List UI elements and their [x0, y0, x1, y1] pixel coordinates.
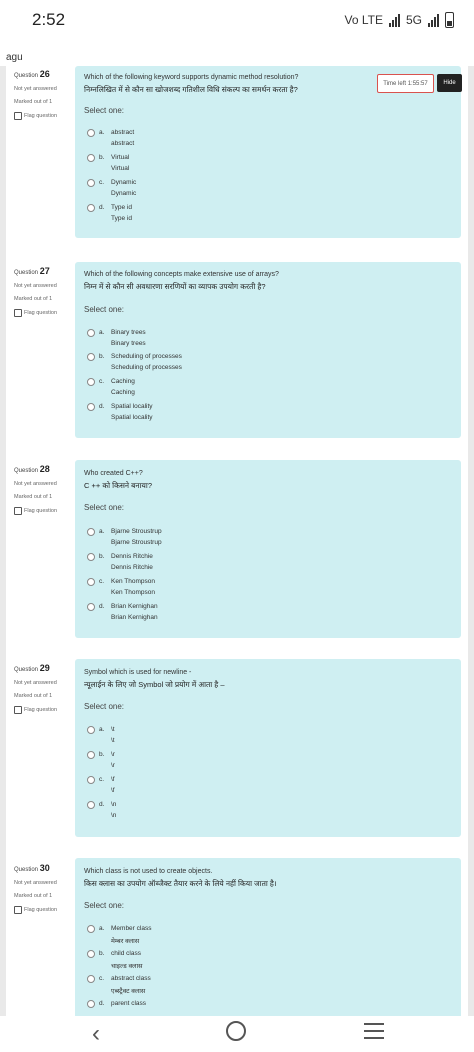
- question-status: Not yet answered: [14, 283, 57, 289]
- time-left-indicator: Time left 1:55:57: [377, 74, 434, 93]
- select-one-label: Select one:: [84, 305, 125, 314]
- radio-button[interactable]: [87, 329, 95, 337]
- question-info-27: [14, 266, 76, 324]
- question-text-hi: निम्नलिखित में से कौन सा खोजशब्द गतिशील विधि संकल्प का समर्थन करता है?: [84, 85, 298, 94]
- question-marks: Marked out of 1: [14, 99, 53, 105]
- flag-question-link[interactable]: Flag question: [14, 906, 76, 914]
- radio-button[interactable]: [87, 204, 95, 212]
- flag-icon: [14, 507, 22, 515]
- question-marks: Marked out of 1: [14, 296, 53, 302]
- radio-button[interactable]: [87, 925, 95, 933]
- question-text-hi: C ++ को किसने बनाया?: [84, 481, 152, 490]
- question-marks: Marked out of 1: [14, 893, 53, 899]
- system-navigation-bar: [0, 1016, 474, 1052]
- question-card-30: Which class is not used to create objects. किस क्लास का उपयोग ऑब्जैक्ट तैयार करने के लिये नहीं किया जाता है। Select one: a. Member class मेम्बर क्लास b. child class चाइल्ड क्लास c. abstract class एब्स्ट्रैक्ट क्लास d. parent class: [75, 858, 461, 1016]
- question-info-29: [14, 663, 76, 721]
- radio-button[interactable]: [87, 1000, 95, 1008]
- radio-button[interactable]: [87, 528, 95, 536]
- question-text-en: Which class is not used to create objects.: [84, 868, 213, 875]
- radio-button[interactable]: [87, 751, 95, 759]
- browser-address-fragment: [0, 50, 474, 66]
- question-info-28: [14, 464, 76, 522]
- radio-button[interactable]: [87, 603, 95, 611]
- radio-button[interactable]: [87, 578, 95, 586]
- question-info-26: [14, 69, 76, 127]
- radio-button[interactable]: [87, 403, 95, 411]
- clock: 2:52: [32, 10, 66, 29]
- question-text-hi: किस क्लास का उपयोग ऑब्जैक्ट तैयार करने के लिये नहीं किया जाता है।: [84, 879, 277, 888]
- flag-icon: [14, 906, 22, 914]
- network-type: 5G: [405, 13, 422, 27]
- url-text: agu: [6, 52, 23, 63]
- flag-question-link[interactable]: Flag question: [14, 309, 76, 317]
- flag-question-link[interactable]: Flag question: [14, 112, 76, 120]
- radio-button[interactable]: [87, 179, 95, 187]
- hide-timer-button[interactable]: Hide: [437, 74, 462, 92]
- select-one-label: Select one:: [84, 106, 125, 115]
- right-gutter: [468, 66, 474, 1016]
- question-number: Question 30: [14, 863, 50, 873]
- radio-button[interactable]: [87, 801, 95, 809]
- signal-icon: [389, 14, 400, 27]
- radio-button[interactable]: [87, 553, 95, 561]
- radio-button[interactable]: [87, 776, 95, 784]
- question-marks: Marked out of 1: [14, 693, 53, 699]
- question-status: Not yet answered: [14, 680, 57, 686]
- question-marks: Marked out of 1: [14, 494, 53, 500]
- question-card-26: Which of the following keyword supports dynamic method resolution? निम्नलिखित में से कौन सा खोजशब्द गतिशील विधि संकल्प का समर्थन करता है? Select one: a. abstract abstract b. Virtual Virtual c. Dynamic Dynamic d. Type id Type id: [75, 66, 461, 238]
- radio-button[interactable]: [87, 975, 95, 983]
- radio-button[interactable]: [87, 129, 95, 137]
- recent-apps-icon[interactable]: [364, 1023, 384, 1044]
- question-status: Not yet answered: [14, 86, 57, 92]
- radio-button[interactable]: [87, 154, 95, 162]
- signal-icon-2: [428, 14, 439, 27]
- radio-button[interactable]: [87, 950, 95, 958]
- question-card-27: Which of the following concepts make extensive use of arrays? निम्न में से कौन सी अवधारणा सरणियों का व्यापक उपयोग करती है? Select one: a. Binary trees Binary trees b. Scheduling of processes Scheduling of processes c. Caching Caching d. Spatial locality Spatial locality: [75, 262, 461, 438]
- question-text-hi: निम्न में से कौन सी अवधारणा सरणियों का व्यापक उपयोग करती है?: [84, 282, 266, 291]
- flag-icon: [14, 309, 22, 317]
- volte-indicator: Vo LTE: [344, 13, 383, 27]
- left-gutter: [0, 66, 6, 1016]
- question-number: Question 28: [14, 464, 50, 474]
- status-icons: [345, 12, 454, 28]
- home-icon[interactable]: [226, 1021, 246, 1041]
- question-text-en: Which of the following keyword supports dynamic method resolution?: [84, 74, 299, 81]
- select-one-label: Select one:: [84, 901, 125, 910]
- question-text-en: Symbol which is used for newline -: [84, 669, 192, 676]
- quiz-page[interactable]: [0, 66, 474, 1016]
- question-text-hi: न्यूलाईन के लिए जो Symbol जो प्रयोग में आता है –: [84, 680, 225, 689]
- question-text-en: Who created C++?: [84, 470, 143, 477]
- question-card-29: Symbol which is used for newline - न्यूलाईन के लिए जो Symbol जो प्रयोग में आता है – Select one: a. \t \t b. \r \r c. \f \f d. \n \n: [75, 659, 461, 837]
- radio-button[interactable]: [87, 726, 95, 734]
- question-status: Not yet answered: [14, 880, 57, 886]
- question-card-28: Who created C++? C ++ को किसने बनाया? Select one: a. Bjarne Stroustrup Bjarne Stroustrup b. Dennis Ritchie Dennis Ritchie c. Ken Thompson Ken Thompson d. Brian Kernighan Brian Kernighan: [75, 460, 461, 638]
- flag-icon: [14, 112, 22, 120]
- question-number: Question 27: [14, 266, 50, 276]
- question-text-en: Which of the following concepts make extensive use of arrays?: [84, 271, 279, 278]
- flag-icon: [14, 706, 22, 714]
- radio-button[interactable]: [87, 353, 95, 361]
- question-number: Question 26: [14, 69, 50, 79]
- select-one-label: Select one:: [84, 503, 125, 512]
- question-number: Question 29: [14, 663, 50, 673]
- question-info-30: [14, 863, 76, 921]
- radio-button[interactable]: [87, 378, 95, 386]
- select-one-label: Select one:: [84, 702, 125, 711]
- status-bar: [0, 0, 474, 44]
- battery-icon: [445, 12, 454, 28]
- back-icon[interactable]: ‹: [92, 1020, 100, 1047]
- flag-question-link[interactable]: Flag question: [14, 507, 76, 515]
- flag-question-link[interactable]: Flag question: [14, 706, 76, 714]
- question-status: Not yet answered: [14, 481, 57, 487]
